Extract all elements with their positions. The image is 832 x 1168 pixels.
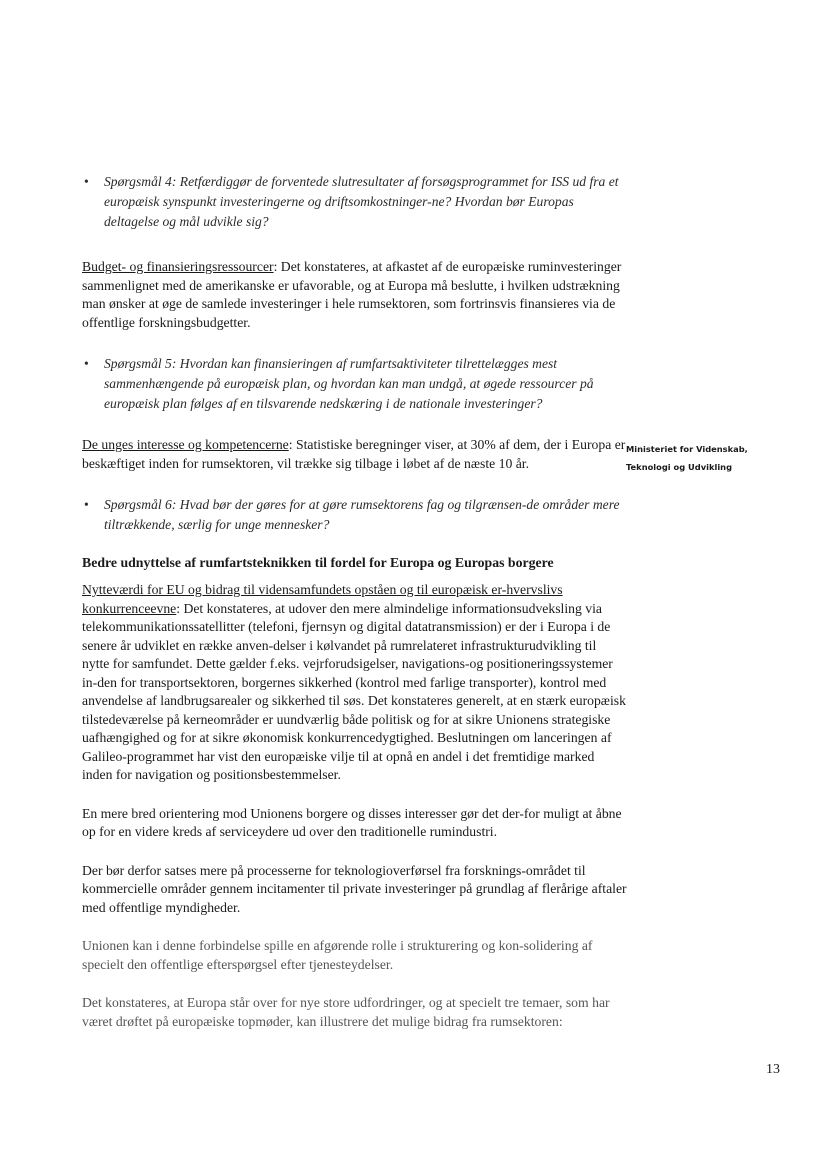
technology-transfer-paragraph: Der bør derfor satses mere på processerne for teknologioverførsel fra forsknings-området til kommercielle områder gennem incitamenter til private investeringer på grundlag af flerårige aftaler med offentlige myndigheder. [82, 862, 627, 915]
question-5: • Spørgsmål 5: Hvordan kan finansieringen af rumfartsaktiviteter tilrettelægges mest sammenhængende på europæisk plan, og hvordan kan man undgå, at øgede ressourcer på europæisk plan følges af en tilsvarende nedskæring i de nationale investeringer? [82, 354, 627, 414]
page-number: 13 [766, 1062, 780, 1077]
document-body [82, 172, 627, 1031]
section-heading: Bedre udnyttelse af rumfartsteknikken til fordel for Europa og Europas borgere [82, 555, 554, 570]
challenges-paragraph: Det konstateres, at Europa står over for nye store udfordringer, og at specielt tre temaer, som har været drøftet på europæiske topmøder, kan illustrere det mulige bidrag fra rumsektoren: [82, 995, 610, 1029]
eu-value-paragraph [82, 581, 627, 785]
ministry-name-line-1: Ministeriet for Videnskab, [626, 444, 748, 454]
budget-text: : Det konstateres, at afkastet af de europæiske ruminvesteringer sammenlignet med de amerikanske er ufavorable, og at Europa må beslutte, i hvilken udstrækning man ønsker at øge de samlede investeringer i hele rumsektoren, som fortrinsvis finansieres via de offentlige forskningsbudgetter. [82, 259, 622, 330]
budget-heading: Budget- og finansieringsressourcer [82, 259, 274, 274]
question-6: • Spørgsmål 6: Hvad bør der gøres for at gøre rumsektorens fag og tilgrænsen-de områder mere tiltrækkende, særlig for unge mennesker? [82, 495, 627, 535]
union-role-paragraph: Unionen kan i denne forbindelse spille en afgørende rolle i strukturering og kon-solidering af specielt den offentlige efterspørgsel efter tjenesteydelser. [82, 938, 593, 972]
youth-heading: De unges interesse og kompetencerne [82, 437, 289, 452]
eu-value-text: : Det konstateres, at udover den mere almindelige informationsudveksling via telekommunikationssatellitter (telefoni, fjernsyn og digital datatransmission) er der i Europa i de senere år udviklet en række anven-delser i kølvandet på rumrelateret infrastrukturudvikling til nytte for samfundet. Dette gælder f.eks. vejrforudsigelser, navigations-og positioneringssystemer in-den for transportsektoren, borgernes sikkerhed (kontrol med farlige transporter), kontrol med anvendelse af landbrugsarealer og sikkerhed til søs. Det konstateres generelt, at en stærk europæisk tilstedeværelse på kerneområder er uundværlig både politisk og for at sikre Unionens strategiske uafhængighed og for at sikre økonomisk konkurrencedygtighed. Beslutningen om lanceringen af Galileo-programmet har vist den europæiske vilje til at opnå en andel i det fremtidige marked inden for navigation og positionsbestemmelser. [82, 600, 626, 782]
youth-text: : Statistiske beregninger viser, at 30% af dem, der i Europa er beskæftiget inden for rumsektoren, vil trække sig tilbage i løbet af de næste 10 år. [82, 437, 626, 471]
ministry-sidebar [626, 440, 826, 476]
ministry-name-line-2: Teknologi og Udvikling [626, 462, 733, 472]
question-4: • Spørgsmål 4: Retfærdiggør de forventede slutresultater af forsøgsprogrammet for ISS ud fra et europæisk synspunkt investeringerne og driftsomkostninger-ne? Hvordan bør Europas deltagelse og mål udvikle sig? [82, 172, 627, 232]
eu-value-heading: Nytteværdi for EU og bidrag til vidensamfundets opståen og til europæisk er-hvervslivs konkurrenceevne [82, 582, 563, 616]
orientation-paragraph: En mere bred orientering mod Unionens borgere og disses interesser gør det der-for muligt at åbne op for en videre kreds af serviceydere ud over den traditionelle rumindustri. [82, 805, 622, 839]
youth-paragraph [82, 436, 627, 473]
budget-paragraph [82, 258, 627, 332]
